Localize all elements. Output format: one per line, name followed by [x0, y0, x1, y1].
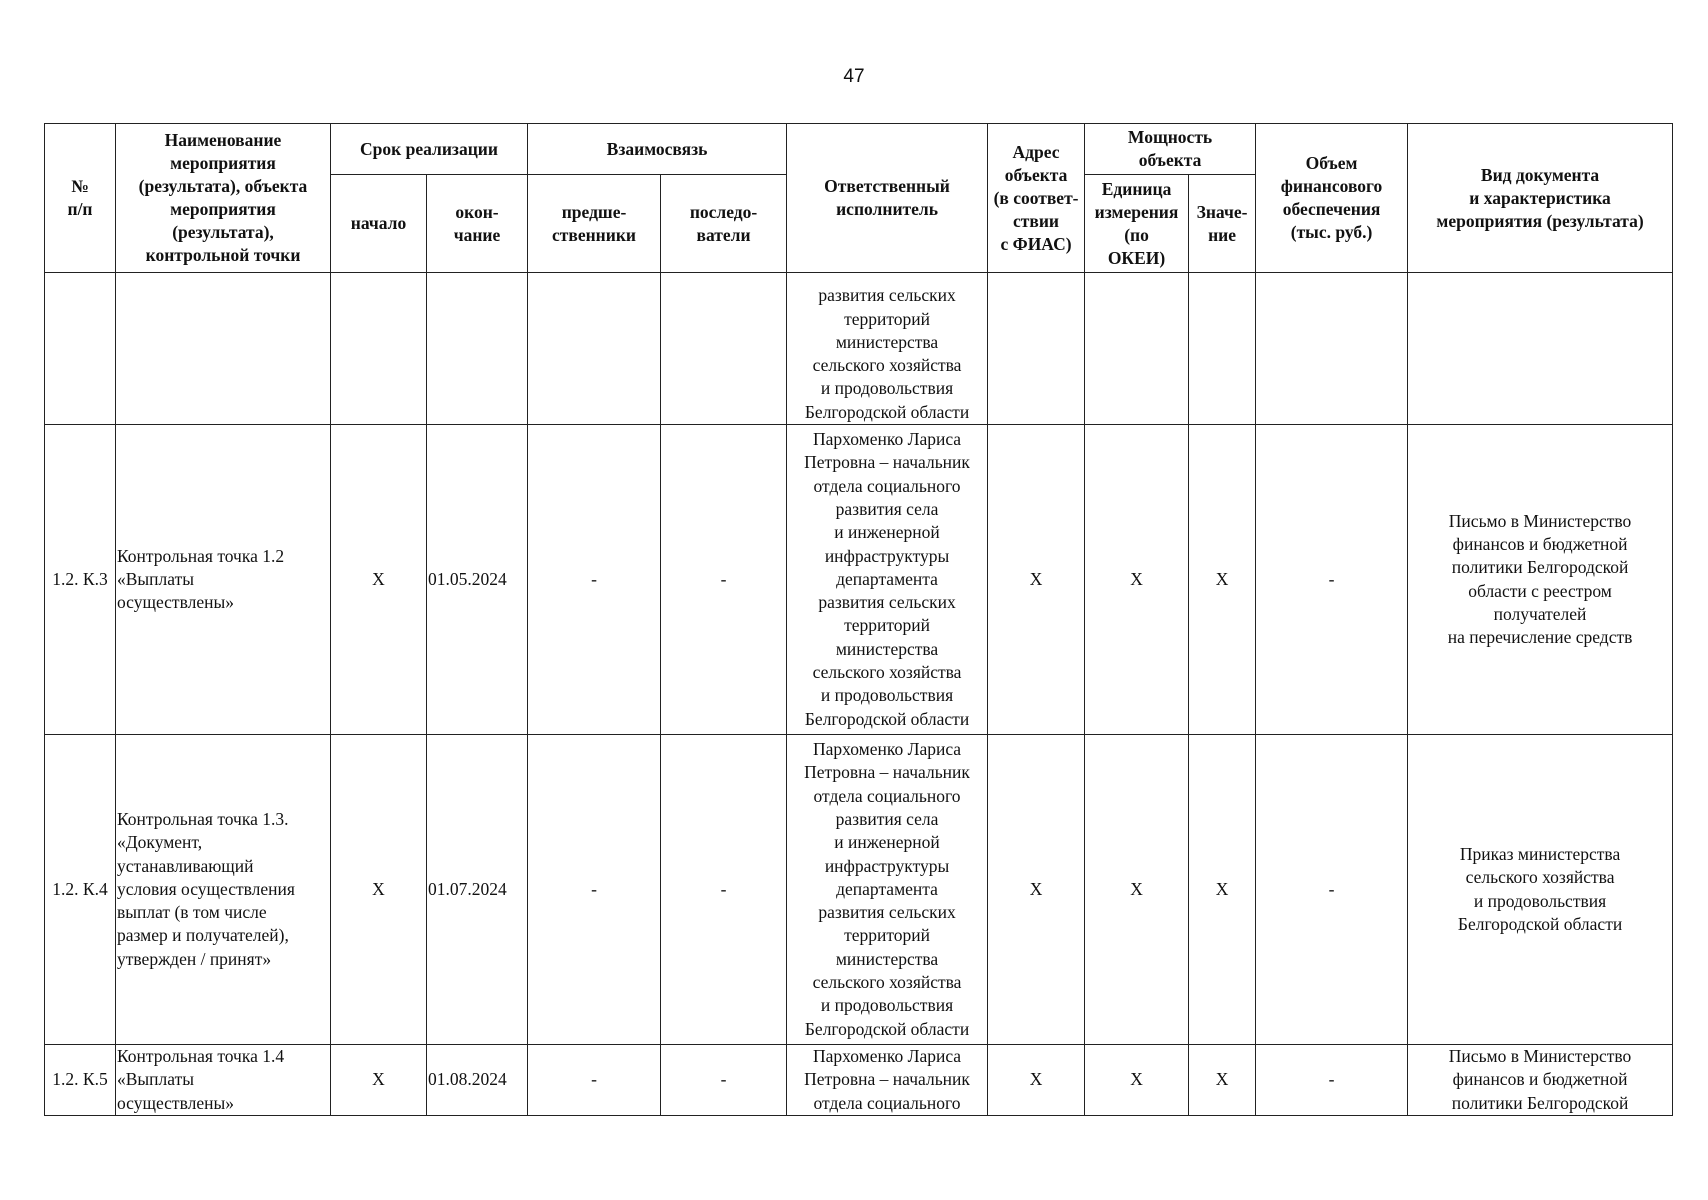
- cell-value: X: [1189, 1045, 1256, 1116]
- cell-value: X: [1189, 735, 1256, 1045]
- cell-num: 1.2. К.5: [45, 1045, 116, 1116]
- table-row: [45, 1045, 1673, 1116]
- header-financing: Объем финансового обеспечения (тыс. руб.): [1256, 124, 1408, 273]
- cell-financing: -: [1256, 735, 1408, 1045]
- cell-unit: X: [1085, 1045, 1189, 1116]
- table-row: [45, 273, 1673, 425]
- header-capacity: Мощность объекта: [1085, 124, 1256, 175]
- header-successors: последо- ватели: [661, 175, 787, 273]
- cell-doc: [1408, 273, 1673, 425]
- header-predecessors: предше- ственники: [528, 175, 661, 273]
- cell-executor: Пархоменко Лариса Петровна – начальник отдела социального развития села и инженерной инфраструктуры департамента развития сельских территорий министерства сельского хозяйства и продовольствия Белгородской области: [787, 735, 988, 1045]
- cell-name: Контрольная точка 1.3. «Документ, устанавливающий условия осуществления выплат (в том числе размер и получателей), утвержден / принят»: [116, 735, 331, 1045]
- plan-table: [44, 123, 1673, 1116]
- cell-start: [331, 273, 427, 425]
- cell-end: 01.07.2024: [427, 735, 528, 1045]
- cell-value: X: [1189, 425, 1256, 735]
- cell-financing: -: [1256, 1045, 1408, 1116]
- cell-num: [45, 273, 116, 425]
- cell-unit: [1085, 273, 1189, 425]
- header-address: Адрес объекта (в соответ- ствии с ФИАС): [988, 124, 1085, 273]
- cell-start: X: [331, 735, 427, 1045]
- cell-successors: -: [661, 1045, 787, 1116]
- cell-doc: Приказ министерства сельского хозяйства и продовольствия Белгородской области: [1408, 735, 1673, 1045]
- cell-predecessors: -: [528, 735, 661, 1045]
- cell-value: [1189, 273, 1256, 425]
- cell-unit: X: [1085, 425, 1189, 735]
- cell-executor: развития сельских территорий министерства сельского хозяйства и продовольствия Белгородской области: [787, 273, 988, 425]
- cell-name: [116, 273, 331, 425]
- header-relation: Взаимосвязь: [528, 124, 787, 175]
- table-row: [45, 425, 1673, 735]
- cell-start: X: [331, 425, 427, 735]
- cell-address: X: [988, 1045, 1085, 1116]
- cell-unit: X: [1085, 735, 1189, 1045]
- cell-successors: -: [661, 735, 787, 1045]
- header-name: Наименование мероприятия (результата), объекта мероприятия (результата), контрольной точки: [116, 124, 331, 273]
- cell-end: 01.08.2024: [427, 1045, 528, 1116]
- header-executor: Ответственный исполнитель: [787, 124, 988, 273]
- cell-financing: [1256, 273, 1408, 425]
- header-period-end: окон- чание: [427, 175, 528, 273]
- cell-start: X: [331, 1045, 427, 1116]
- cell-name: Контрольная точка 1.4 «Выплаты осуществлены»: [116, 1045, 331, 1116]
- cell-address: X: [988, 425, 1085, 735]
- cell-doc: Письмо в Министерство финансов и бюджетной политики Белгородской области с реестром получателей на перечисление средств: [1408, 425, 1673, 735]
- cell-end: 01.05.2024: [427, 425, 528, 735]
- header-period: Срок реализации: [331, 124, 528, 175]
- cell-end: [427, 273, 528, 425]
- cell-successors: -: [661, 425, 787, 735]
- cell-predecessors: -: [528, 425, 661, 735]
- cell-successors: [661, 273, 787, 425]
- header-period-start: начало: [331, 175, 427, 273]
- cell-executor: Пархоменко Лариса Петровна – начальник отдела социального развития села и инженерной инфраструктуры департамента развития сельских территорий министерства сельского хозяйства и продовольствия Белгородской области: [787, 425, 988, 735]
- header-unit: Единица измерения (по ОКЕИ): [1085, 175, 1189, 273]
- cell-doc: Письмо в Министерство финансов и бюджетной политики Белгородской: [1408, 1045, 1673, 1116]
- cell-predecessors: -: [528, 1045, 661, 1116]
- header-num: № п/п: [45, 124, 116, 273]
- cell-address: X: [988, 735, 1085, 1045]
- cell-address: [988, 273, 1085, 425]
- cell-executor: Пархоменко Лариса Петровна – начальник отдела социального: [787, 1045, 988, 1116]
- cell-name: Контрольная точка 1.2 «Выплаты осуществлены»: [116, 425, 331, 735]
- cell-predecessors: [528, 273, 661, 425]
- page-number: 47: [843, 66, 865, 87]
- cell-num: 1.2. К.3: [45, 425, 116, 735]
- cell-financing: -: [1256, 425, 1408, 735]
- table-row: [45, 735, 1673, 1045]
- header-value: Значе- ние: [1189, 175, 1256, 273]
- cell-num: 1.2. К.4: [45, 735, 116, 1045]
- header-doc-type: Вид документа и характеристика мероприятия (результата): [1408, 124, 1673, 273]
